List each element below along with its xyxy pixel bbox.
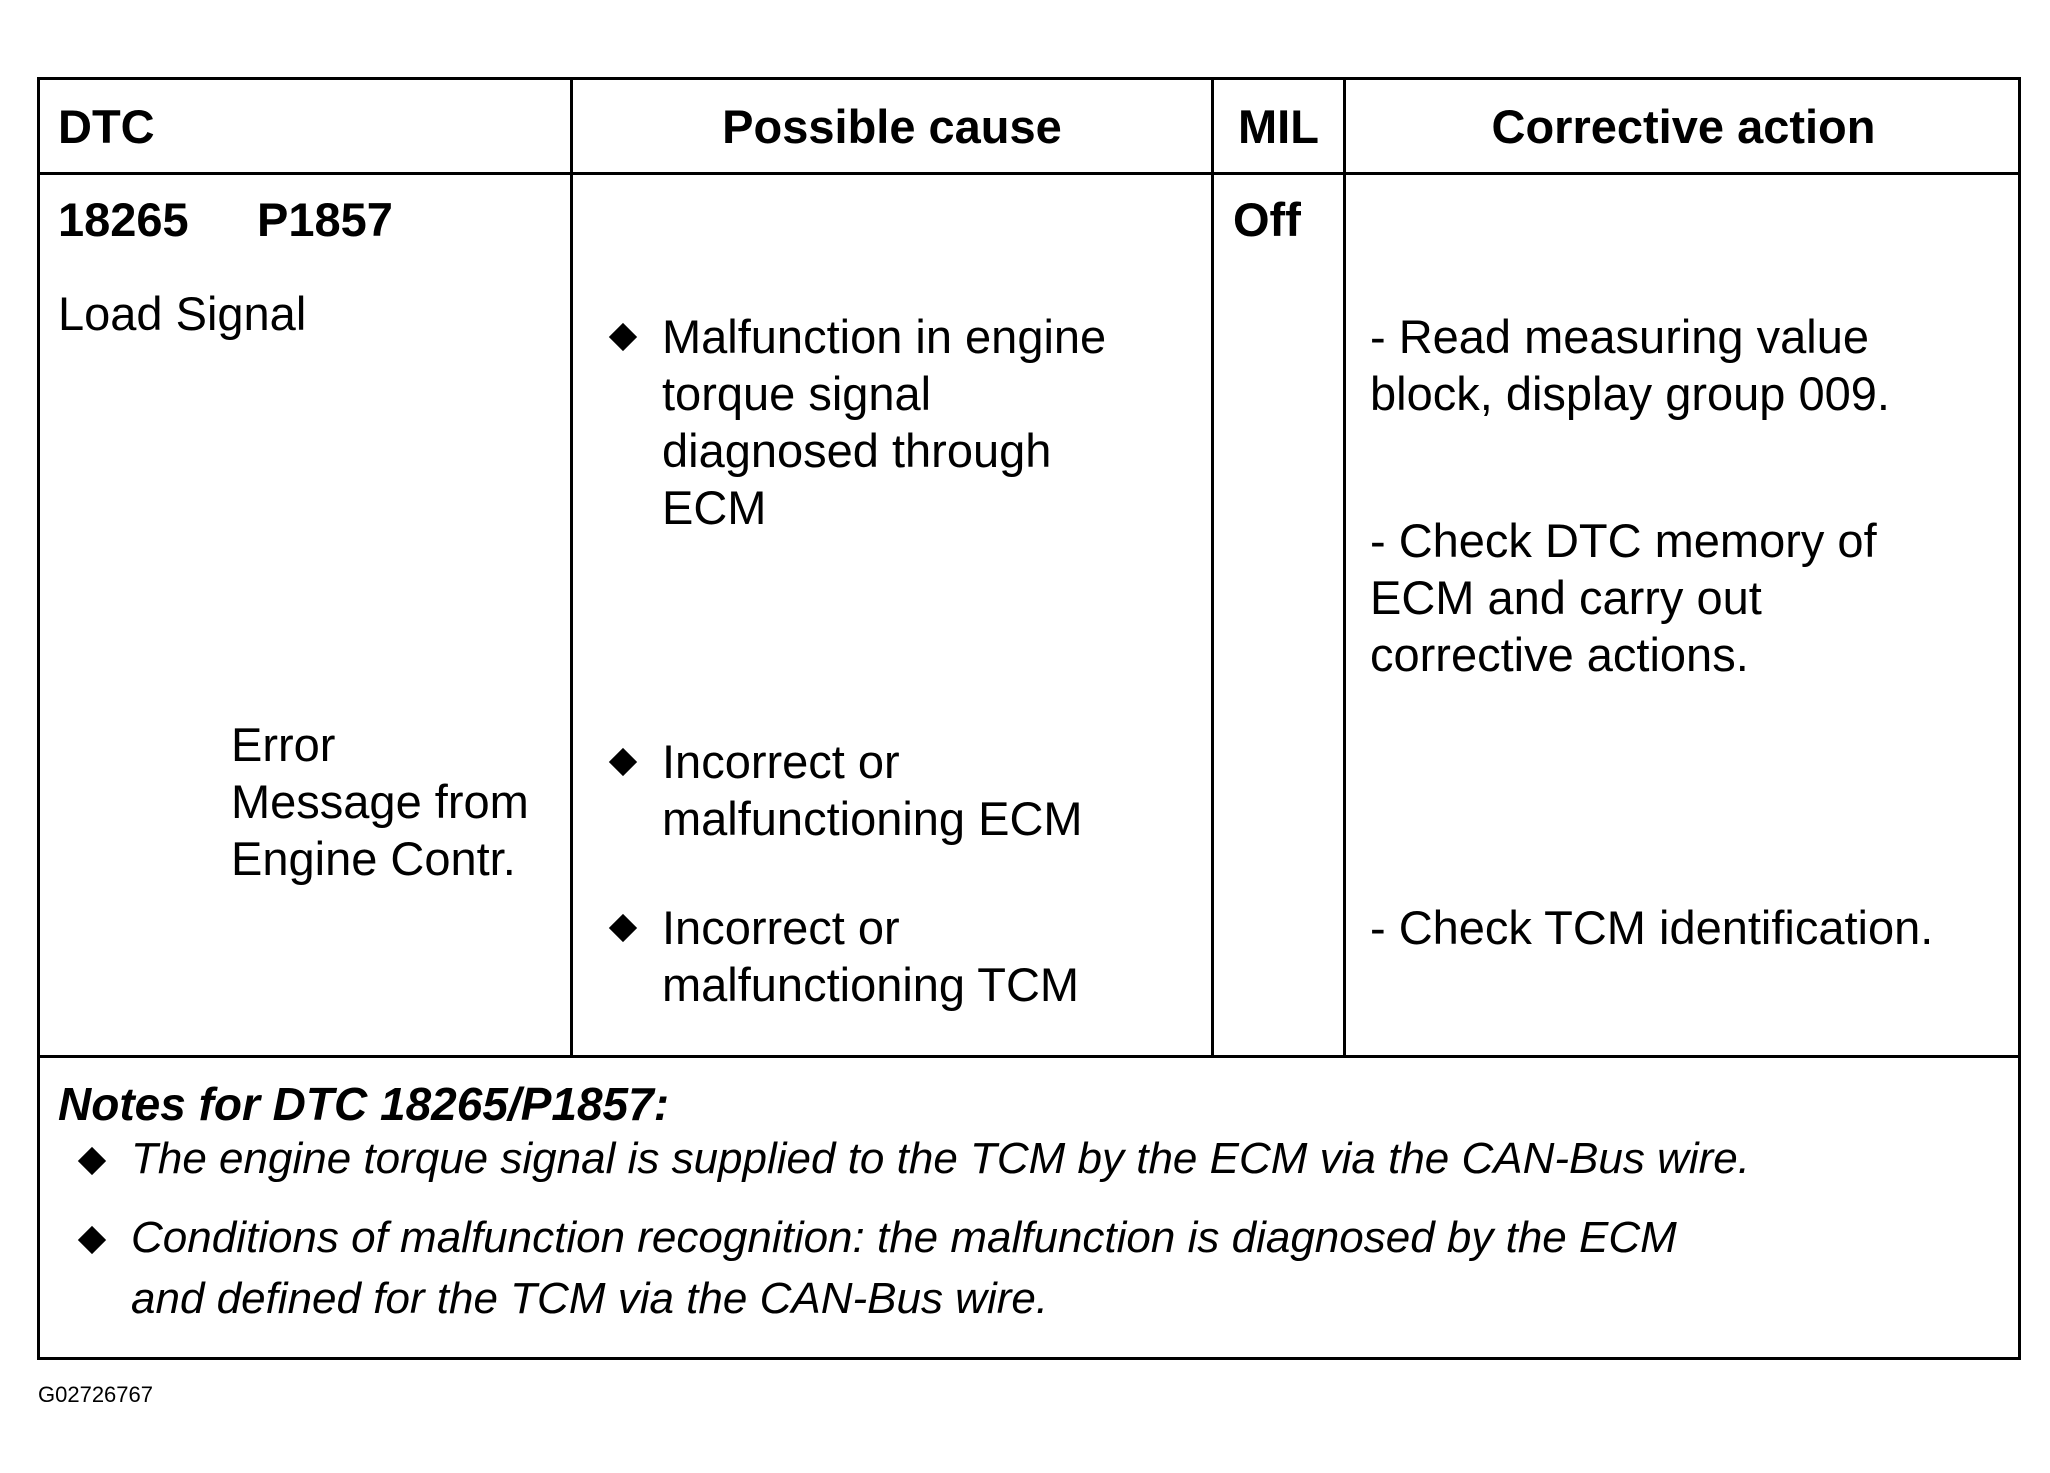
bullet-diamond-icon <box>609 323 637 351</box>
dtc-pcode: P1857 <box>257 193 393 246</box>
action-item: - Read measuring value block, display group 009. <box>1370 310 1890 420</box>
dtc-code: 18265 <box>58 193 189 246</box>
header-row-divider <box>40 172 2018 175</box>
note-item: Conditions of malfunction recognition: the malfunction is diagnosed by the ECM and defined for the TCM via the CAN-Bus wire. <box>131 1213 1677 1323</box>
cause-item: Incorrect or malfunctioning TCM <box>662 901 1080 1011</box>
bullet-diamond-icon <box>609 748 637 776</box>
note-item: The engine torque signal is supplied to the TCM by the ECM via the CAN-Bus wire. <box>131 1134 1750 1183</box>
column-divider-1 <box>570 80 573 1058</box>
bullet-diamond-icon <box>609 914 637 942</box>
header-dtc: DTC <box>58 100 155 153</box>
notes-divider <box>40 1055 2018 1058</box>
mil-status: Off <box>1233 193 1301 246</box>
figure-id: G02726767 <box>38 1382 153 1407</box>
column-divider-2 <box>1211 80 1214 1058</box>
bullet-diamond-icon <box>78 1147 106 1175</box>
action-item: - Check DTC memory of ECM and carry out corrective actions. <box>1370 514 1877 681</box>
notes-title: Notes for DTC 18265/P1857: <box>58 1078 670 1130</box>
action-item: - Check TCM identification. <box>1370 901 1934 954</box>
header-corrective-action: Corrective action <box>1491 100 1876 153</box>
dtc-name: Load Signal <box>58 287 307 340</box>
header-possible-cause: Possible cause <box>722 100 1062 153</box>
bullet-diamond-icon <box>78 1226 106 1254</box>
column-divider-3 <box>1343 80 1346 1058</box>
dtc-detail: Error Message from Engine Contr. <box>231 718 529 885</box>
dtc-table <box>37 77 2021 1360</box>
cause-item: Incorrect or malfunctioning ECM <box>662 735 1083 845</box>
cause-item: Malfunction in engine torque signal diagnosed through ECM <box>662 310 1107 534</box>
header-mil: MIL <box>1238 100 1319 153</box>
